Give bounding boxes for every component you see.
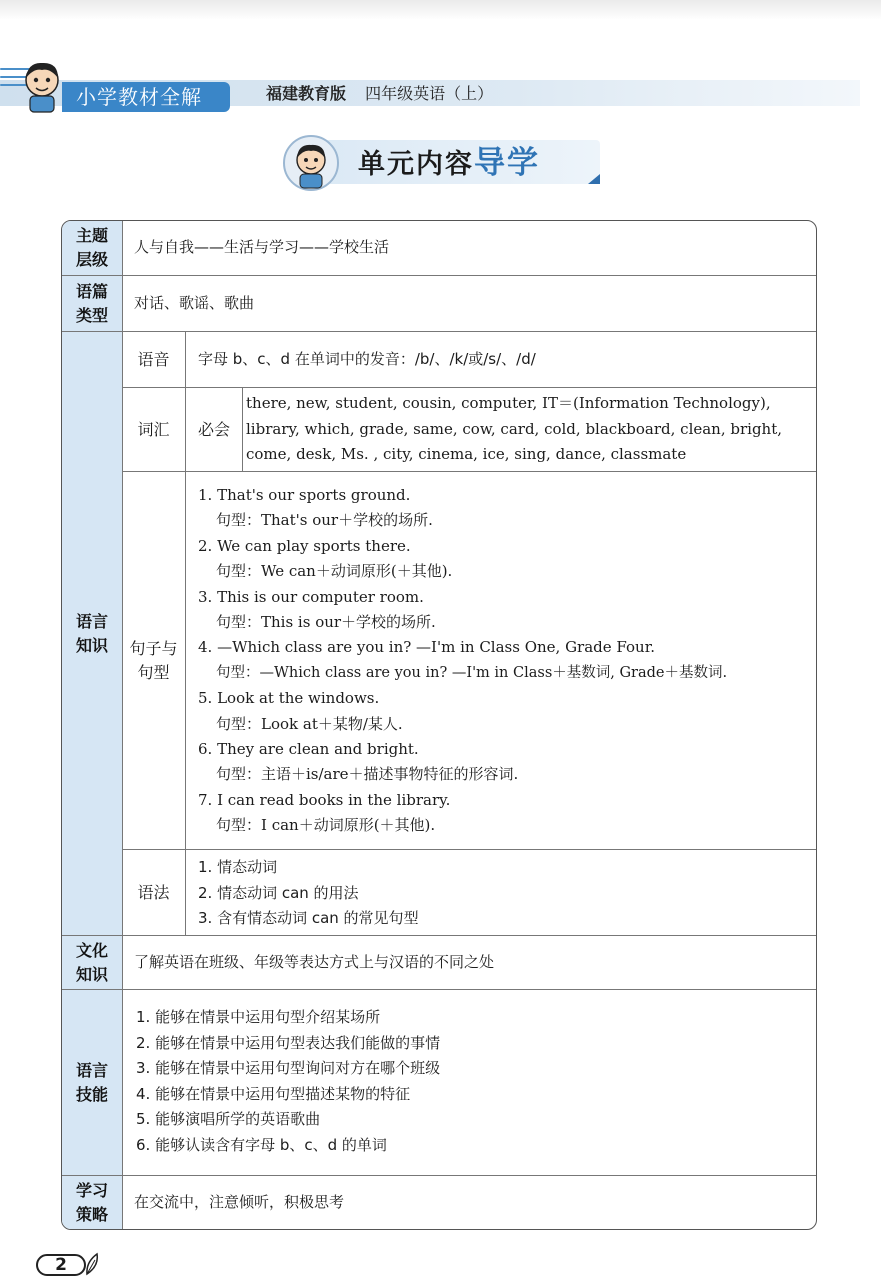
skill-item: 2. 能够在情景中运用句型表达我们能做的事情 — [136, 1033, 441, 1052]
phonics-label: 语音 — [137, 349, 170, 369]
grammar-item: 2. 情态动词 can 的用法 — [198, 883, 359, 902]
phonics-value: 字母 b、c、d 在单词中的发音：/b/、/k/或/s/、/d/ — [198, 349, 536, 368]
vocab-line: come, desk, Ms. , city, cinema, ice, sing, dance, classmate — [246, 445, 687, 463]
vocab-list — [246, 391, 816, 469]
strategy-value: 在交流中，注意倾听，积极思考 — [134, 1192, 345, 1211]
sentence: 4. —Which class are you in? —I'm in Class One, Grade Four. — [198, 638, 655, 657]
sentence: 6. They are clean and bright. — [198, 740, 419, 759]
skills-list — [136, 1005, 816, 1165]
sentence-pattern: 句型：—Which class are you in? —I'm in Class＋基数词, Grade＋基数词. — [216, 664, 728, 681]
banner-corner — [588, 174, 600, 184]
sentences-list — [198, 483, 816, 843]
vocab-line: library, which, grade, same, cow, card, cold, blackboard, clean, bright, — [246, 419, 783, 438]
skill-item: 6. 能够认读含有字母 b、c、d 的单词 — [136, 1135, 387, 1154]
language-knowledge-label: 语言知识 — [62, 332, 122, 935]
page-number: 2 — [36, 1254, 86, 1276]
leaf-icon — [84, 1252, 100, 1276]
mascot-icon — [278, 134, 344, 192]
vocab-line: there, new, student, cousin, computer, IT＝(Information Technology), — [246, 394, 771, 412]
skill-item: 5. 能够演唱所学的英语歌曲 — [136, 1110, 321, 1129]
genre-value: 对话、歌谣、歌曲 — [134, 293, 255, 312]
sentences-label: 句子与句型 — [129, 638, 178, 682]
sentence: 5. Look at the windows. — [198, 689, 380, 708]
unit-guide-table — [61, 220, 817, 1230]
grammar-label: 语法 — [137, 882, 170, 902]
grammar-item: 1. 情态动词 — [198, 858, 278, 876]
skill-item: 1. 能够在情景中运用句型介绍某场所 — [136, 1008, 381, 1026]
banner-title-main: 单元内容 — [358, 149, 474, 180]
grammar-list — [198, 855, 816, 933]
sentence-pattern: 句型：We can＋动词原形(＋其他). — [216, 562, 453, 581]
culture-label: 文化知识 — [62, 936, 122, 989]
banner-title-highlight: 导学 — [474, 145, 540, 181]
sentence-pattern: 句型：I can＋动词原形(＋其他). — [216, 816, 436, 835]
sentence: 3. This is our computer room. — [198, 587, 424, 606]
genre-label: 语篇类型 — [62, 276, 122, 331]
section-banner — [278, 134, 608, 192]
skills-label: 语言技能 — [62, 990, 122, 1175]
sentence-pattern: 句型：Look at＋某物/某人. — [216, 714, 403, 733]
vocab-label: 词汇 — [137, 419, 170, 439]
skill-item: 4. 能够在情景中运用句型描述某物的特征 — [136, 1084, 411, 1103]
theme-value: 人与自我——生活与学习——学校生活 — [134, 238, 390, 257]
sentence: 1. That's our sports ground. — [198, 486, 411, 504]
sentence: 2. We can play sports there. — [198, 536, 411, 555]
sentence-pattern: 句型：主语＋is/are＋描述事物特征的形容词. — [216, 765, 519, 784]
theme-label: 主题层级 — [62, 221, 122, 275]
sentence-pattern: 句型：This is our＋学校的场所. — [216, 613, 436, 632]
grammar-item: 3. 含有情态动词 can 的常见句型 — [198, 909, 419, 927]
publisher: 福建教育版 — [266, 84, 347, 103]
vocab-sublabel: 必会 — [197, 419, 230, 439]
strategy-label: 学习策略 — [62, 1176, 122, 1229]
header-title — [266, 82, 493, 106]
sentence-pattern: 句型：That's our＋学校的场所. — [216, 511, 433, 530]
top-shadow — [0, 0, 881, 20]
banner-title — [358, 146, 540, 182]
header-badge: 小学教材全解 — [62, 82, 230, 112]
sentence: 7. I can read books in the library. — [198, 790, 451, 809]
skill-item: 3. 能够在情景中运用句型询问对方在哪个班级 — [136, 1059, 441, 1078]
book-title: 四年级英语（上） — [365, 84, 494, 103]
culture-value: 了解英语在班级、年级等表达方式上与汉语的不同之处 — [134, 952, 495, 971]
